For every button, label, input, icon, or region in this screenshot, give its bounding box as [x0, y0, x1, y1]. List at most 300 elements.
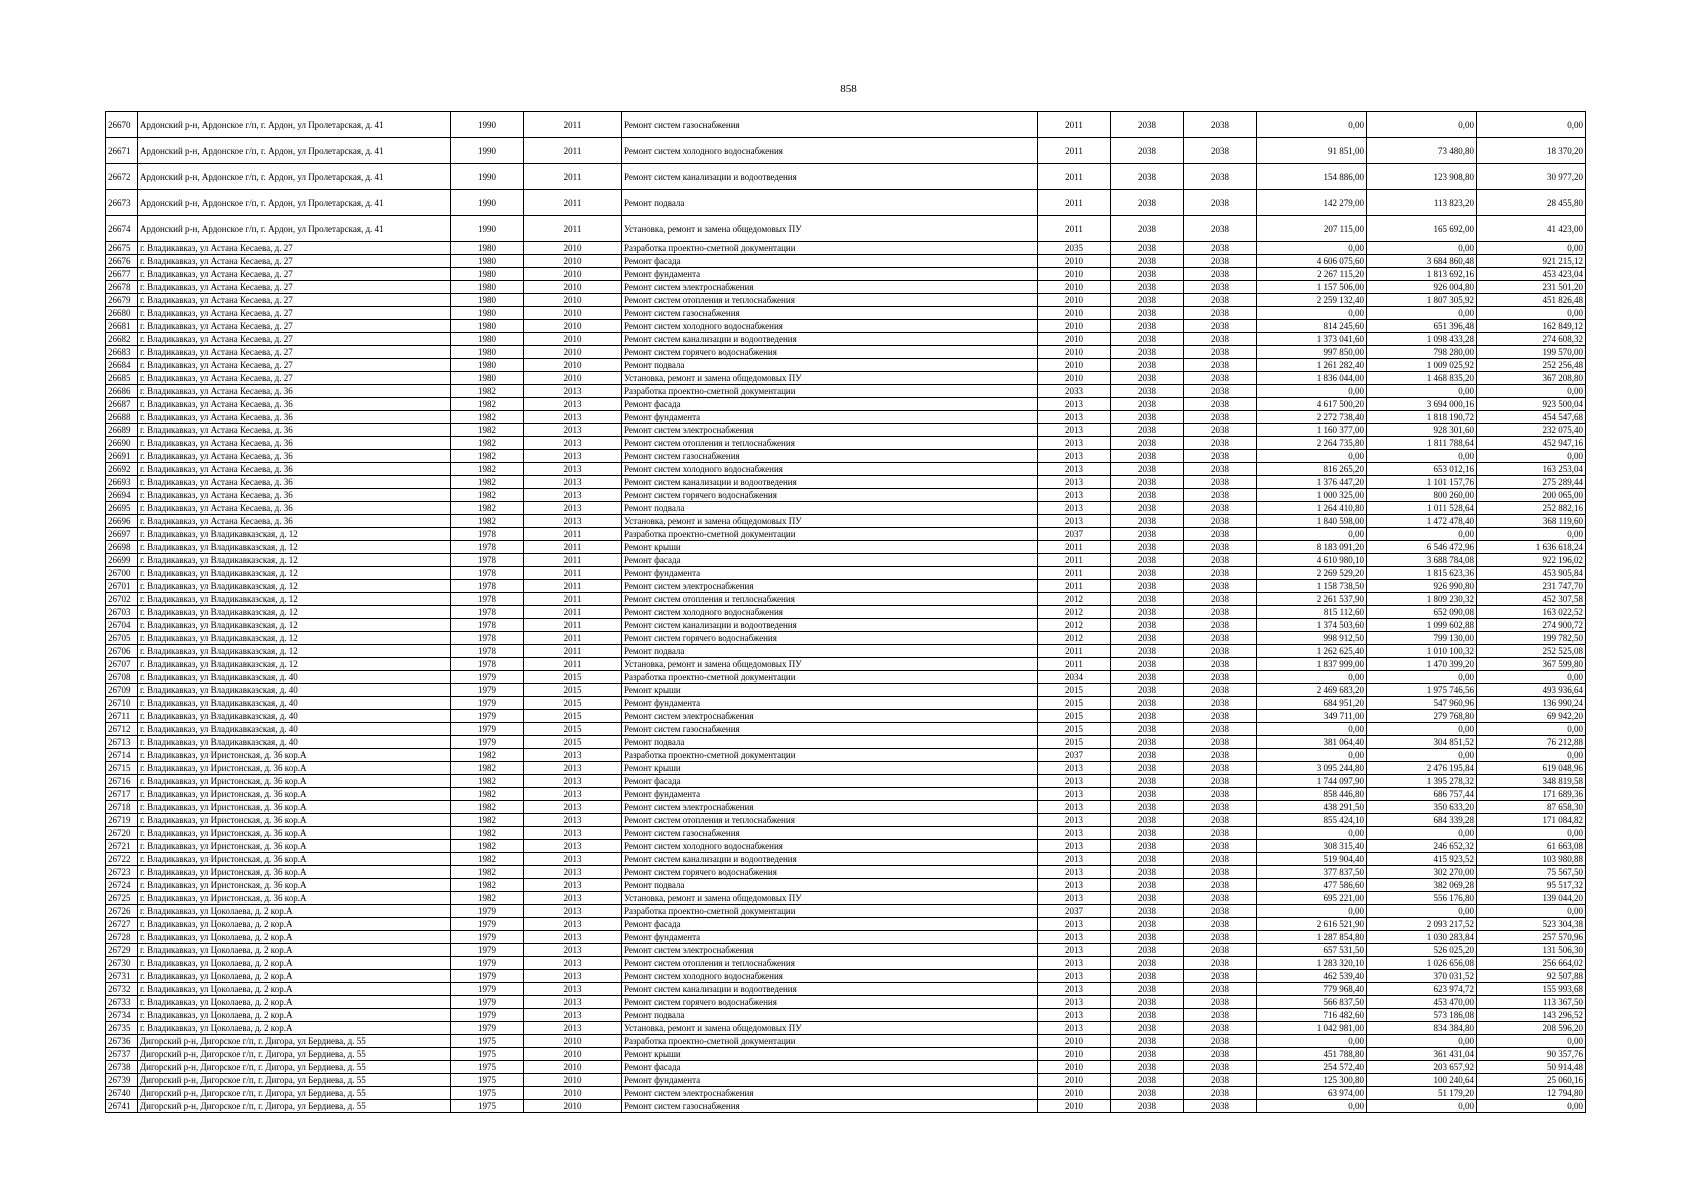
- address-cell: г. Владикавказ, ул Астана Кесаева, д. 36: [138, 424, 451, 437]
- plan-year-cell: 2013: [1038, 970, 1111, 983]
- build-year-cell: 1980: [451, 346, 524, 359]
- last-repair-year-cell: 2013: [524, 957, 622, 970]
- start-year-cell: 2038: [1111, 1022, 1184, 1035]
- row-number-cell: 26741: [106, 1100, 138, 1113]
- table-row: [106, 1074, 1586, 1087]
- last-repair-year-cell: 2013: [524, 853, 622, 866]
- table-row: [106, 944, 1586, 957]
- end-year-cell: 2038: [1184, 684, 1257, 697]
- owner-cost-cell: 0,00: [1477, 749, 1586, 762]
- owner-cost-cell: 452 947,16: [1477, 437, 1586, 450]
- build-year-cell: 1990: [451, 112, 524, 138]
- plan-year-cell: 2015: [1038, 723, 1111, 736]
- fund-cost-cell: 0,00: [1367, 1035, 1477, 1048]
- table-row: [106, 671, 1586, 684]
- end-year-cell: 2038: [1184, 814, 1257, 827]
- total-cost-cell: 8 183 091,20: [1257, 541, 1367, 554]
- row-number-cell: 26698: [106, 541, 138, 554]
- end-year-cell: 2038: [1184, 606, 1257, 619]
- address-cell: Дигорский р-н, Дигорское г/п, г. Дигора, ул Бердиева, д. 55: [138, 1061, 451, 1074]
- end-year-cell: 2038: [1184, 827, 1257, 840]
- owner-cost-cell: 256 664,02: [1477, 957, 1586, 970]
- plan-year-cell: 2033: [1038, 385, 1111, 398]
- table-row: [106, 1087, 1586, 1100]
- work-type-cell: Ремонт систем горячего водоснабжения: [622, 489, 1038, 502]
- work-type-cell: Разработка проектно-сметной документации: [622, 671, 1038, 684]
- row-number-cell: 26724: [106, 879, 138, 892]
- build-year-cell: 1979: [451, 983, 524, 996]
- last-repair-year-cell: 2013: [524, 1009, 622, 1022]
- end-year-cell: 2038: [1184, 853, 1257, 866]
- total-cost-cell: 657 531,50: [1257, 944, 1367, 957]
- build-year-cell: 1979: [451, 996, 524, 1009]
- fund-cost-cell: 1 818 190,72: [1367, 411, 1477, 424]
- table-row: [106, 255, 1586, 268]
- start-year-cell: 2038: [1111, 359, 1184, 372]
- work-type-cell: Ремонт подвала: [622, 645, 1038, 658]
- plan-year-cell: 2013: [1038, 866, 1111, 879]
- row-number-cell: 26707: [106, 658, 138, 671]
- start-year-cell: 2038: [1111, 749, 1184, 762]
- end-year-cell: 2038: [1184, 437, 1257, 450]
- end-year-cell: 2038: [1184, 255, 1257, 268]
- table-row: [106, 463, 1586, 476]
- start-year-cell: 2038: [1111, 1061, 1184, 1074]
- fund-cost-cell: 0,00: [1367, 242, 1477, 255]
- total-cost-cell: 63 974,00: [1257, 1087, 1367, 1100]
- table-row: [106, 294, 1586, 307]
- table-row: [106, 931, 1586, 944]
- last-repair-year-cell: 2013: [524, 931, 622, 944]
- end-year-cell: 2038: [1184, 593, 1257, 606]
- plan-year-cell: 2013: [1038, 515, 1111, 528]
- work-type-cell: Ремонт крыши: [622, 1048, 1038, 1061]
- total-cost-cell: 438 291,50: [1257, 801, 1367, 814]
- owner-cost-cell: 923 500,04: [1477, 398, 1586, 411]
- last-repair-year-cell: 2011: [524, 606, 622, 619]
- end-year-cell: 2038: [1184, 281, 1257, 294]
- plan-year-cell: 2011: [1038, 190, 1111, 216]
- row-number-cell: 26671: [106, 138, 138, 164]
- address-cell: г. Владикавказ, ул Владикавказская, д. 40: [138, 736, 451, 749]
- owner-cost-cell: 163 253,04: [1477, 463, 1586, 476]
- plan-year-cell: 2013: [1038, 775, 1111, 788]
- fund-cost-cell: 350 633,20: [1367, 801, 1477, 814]
- address-cell: г. Владикавказ, ул Владикавказская, д. 40: [138, 671, 451, 684]
- start-year-cell: 2038: [1111, 879, 1184, 892]
- fund-cost-cell: 382 069,28: [1367, 879, 1477, 892]
- address-cell: г. Владикавказ, ул Владикавказская, д. 12: [138, 658, 451, 671]
- work-type-cell: Ремонт систем газоснабжения: [622, 1100, 1038, 1113]
- build-year-cell: 1979: [451, 710, 524, 723]
- fund-cost-cell: 926 990,80: [1367, 580, 1477, 593]
- plan-year-cell: 2012: [1038, 606, 1111, 619]
- end-year-cell: 2038: [1184, 957, 1257, 970]
- fund-cost-cell: 100 240,64: [1367, 1074, 1477, 1087]
- owner-cost-cell: 451 826,48: [1477, 294, 1586, 307]
- row-number-cell: 26726: [106, 905, 138, 918]
- table-row: [106, 515, 1586, 528]
- total-cost-cell: 91 851,00: [1257, 138, 1367, 164]
- table-row: [106, 957, 1586, 970]
- address-cell: г. Владикавказ, ул Цоколаева, д. 2 кор.А: [138, 1009, 451, 1022]
- build-year-cell: 1982: [451, 801, 524, 814]
- owner-cost-cell: 619 048,96: [1477, 762, 1586, 775]
- start-year-cell: 2038: [1111, 775, 1184, 788]
- start-year-cell: 2038: [1111, 905, 1184, 918]
- address-cell: г. Владикавказ, ул Владикавказская, д. 12: [138, 528, 451, 541]
- plan-year-cell: 2011: [1038, 164, 1111, 190]
- plan-year-cell: 2034: [1038, 671, 1111, 684]
- plan-year-cell: 2010: [1038, 307, 1111, 320]
- end-year-cell: 2038: [1184, 723, 1257, 736]
- row-number-cell: 26735: [106, 1022, 138, 1035]
- end-year-cell: 2038: [1184, 697, 1257, 710]
- total-cost-cell: 462 539,40: [1257, 970, 1367, 983]
- last-repair-year-cell: 2013: [524, 463, 622, 476]
- table-row: [106, 580, 1586, 593]
- fund-cost-cell: 1 010 100,32: [1367, 645, 1477, 658]
- row-number-cell: 26693: [106, 476, 138, 489]
- start-year-cell: 2038: [1111, 1087, 1184, 1100]
- address-cell: г. Владикавказ, ул Владикавказская, д. 12: [138, 554, 451, 567]
- total-cost-cell: 0,00: [1257, 1035, 1367, 1048]
- total-cost-cell: 1 262 625,40: [1257, 645, 1367, 658]
- build-year-cell: 1979: [451, 944, 524, 957]
- address-cell: г. Владикавказ, ул Владикавказская, д. 12: [138, 645, 451, 658]
- last-repair-year-cell: 2011: [524, 138, 622, 164]
- end-year-cell: 2038: [1184, 1022, 1257, 1035]
- plan-year-cell: 2012: [1038, 593, 1111, 606]
- total-cost-cell: 4 617 500,20: [1257, 398, 1367, 411]
- last-repair-year-cell: 2013: [524, 827, 622, 840]
- work-type-cell: Ремонт фундамента: [622, 931, 1038, 944]
- fund-cost-cell: 1 011 528,64: [1367, 502, 1477, 515]
- work-type-cell: Разработка проектно-сметной документации: [622, 242, 1038, 255]
- start-year-cell: 2038: [1111, 983, 1184, 996]
- row-number-cell: 26712: [106, 723, 138, 736]
- end-year-cell: 2038: [1184, 645, 1257, 658]
- work-type-cell: Ремонт фасада: [622, 1061, 1038, 1074]
- owner-cost-cell: 1 636 618,24: [1477, 541, 1586, 554]
- address-cell: г. Владикавказ, ул Иристонская, д. 36 кор.А: [138, 801, 451, 814]
- fund-cost-cell: 279 768,80: [1367, 710, 1477, 723]
- total-cost-cell: 1 837 999,00: [1257, 658, 1367, 671]
- total-cost-cell: 142 279,00: [1257, 190, 1367, 216]
- total-cost-cell: 125 300,80: [1257, 1074, 1367, 1087]
- total-cost-cell: 349 711,00: [1257, 710, 1367, 723]
- plan-year-cell: 2013: [1038, 996, 1111, 1009]
- total-cost-cell: 254 572,40: [1257, 1061, 1367, 1074]
- build-year-cell: 1980: [451, 359, 524, 372]
- table-row: [106, 528, 1586, 541]
- work-type-cell: Ремонт систем электроснабжения: [622, 944, 1038, 957]
- total-cost-cell: 477 586,60: [1257, 879, 1367, 892]
- address-cell: г. Владикавказ, ул Владикавказская, д. 12: [138, 606, 451, 619]
- owner-cost-cell: 922 196,02: [1477, 554, 1586, 567]
- last-repair-year-cell: 2013: [524, 996, 622, 1009]
- fund-cost-cell: 2 093 217,52: [1367, 918, 1477, 931]
- fund-cost-cell: 0,00: [1367, 827, 1477, 840]
- last-repair-year-cell: 2010: [524, 1074, 622, 1087]
- work-type-cell: Ремонт фасада: [622, 918, 1038, 931]
- build-year-cell: 1982: [451, 411, 524, 424]
- row-number-cell: 26703: [106, 606, 138, 619]
- end-year-cell: 2038: [1184, 567, 1257, 580]
- last-repair-year-cell: 2010: [524, 242, 622, 255]
- owner-cost-cell: 252 525,08: [1477, 645, 1586, 658]
- start-year-cell: 2038: [1111, 1009, 1184, 1022]
- work-type-cell: Ремонт систем электроснабжения: [622, 281, 1038, 294]
- total-cost-cell: 0,00: [1257, 528, 1367, 541]
- address-cell: г. Владикавказ, ул Иристонская, д. 36 кор.А: [138, 788, 451, 801]
- last-repair-year-cell: 2013: [524, 424, 622, 437]
- work-type-cell: Ремонт подвала: [622, 190, 1038, 216]
- end-year-cell: 2038: [1184, 619, 1257, 632]
- row-number-cell: 26737: [106, 1048, 138, 1061]
- page-number: 858: [840, 83, 857, 95]
- last-repair-year-cell: 2013: [524, 983, 622, 996]
- owner-cost-cell: 0,00: [1477, 385, 1586, 398]
- address-cell: г. Владикавказ, ул Владикавказская, д. 40: [138, 697, 451, 710]
- start-year-cell: 2038: [1111, 372, 1184, 385]
- end-year-cell: 2038: [1184, 1035, 1257, 1048]
- total-cost-cell: 1 836 044,00: [1257, 372, 1367, 385]
- total-cost-cell: 684 951,20: [1257, 697, 1367, 710]
- plan-year-cell: 2013: [1038, 983, 1111, 996]
- fund-cost-cell: 0,00: [1367, 528, 1477, 541]
- owner-cost-cell: 348 819,58: [1477, 775, 1586, 788]
- row-number-cell: 26681: [106, 320, 138, 333]
- work-type-cell: Установка, ремонт и замена общедомовых ПУ: [622, 892, 1038, 905]
- fund-cost-cell: 573 186,08: [1367, 1009, 1477, 1022]
- fund-cost-cell: 370 031,52: [1367, 970, 1477, 983]
- work-type-cell: Ремонт фундамента: [622, 268, 1038, 281]
- build-year-cell: 1982: [451, 489, 524, 502]
- fund-cost-cell: 1 472 478,40: [1367, 515, 1477, 528]
- fund-cost-cell: 0,00: [1367, 671, 1477, 684]
- start-year-cell: 2038: [1111, 840, 1184, 853]
- owner-cost-cell: 113 367,50: [1477, 996, 1586, 1009]
- start-year-cell: 2038: [1111, 541, 1184, 554]
- work-type-cell: Установка, ремонт и замена общедомовых ПУ: [622, 216, 1038, 242]
- total-cost-cell: 1 374 503,60: [1257, 619, 1367, 632]
- start-year-cell: 2038: [1111, 788, 1184, 801]
- table-row: [106, 476, 1586, 489]
- plan-year-cell: 2010: [1038, 1074, 1111, 1087]
- end-year-cell: 2038: [1184, 398, 1257, 411]
- owner-cost-cell: 61 663,08: [1477, 840, 1586, 853]
- work-type-cell: Ремонт систем канализации и водоотведения: [622, 333, 1038, 346]
- row-number-cell: 26674: [106, 216, 138, 242]
- plan-year-cell: 2010: [1038, 320, 1111, 333]
- owner-cost-cell: 274 608,32: [1477, 333, 1586, 346]
- owner-cost-cell: 162 849,12: [1477, 320, 1586, 333]
- address-cell: г. Владикавказ, ул Астана Кесаева, д. 36: [138, 385, 451, 398]
- table-body: [106, 112, 1586, 1113]
- table-row: [106, 268, 1586, 281]
- owner-cost-cell: 367 599,80: [1477, 658, 1586, 671]
- address-cell: г. Владикавказ, ул Владикавказская, д. 12: [138, 593, 451, 606]
- work-type-cell: Ремонт фасада: [622, 775, 1038, 788]
- row-number-cell: 26695: [106, 502, 138, 515]
- table-row: [106, 645, 1586, 658]
- last-repair-year-cell: 2011: [524, 190, 622, 216]
- row-number-cell: 26673: [106, 190, 138, 216]
- start-year-cell: 2038: [1111, 619, 1184, 632]
- work-type-cell: Ремонт систем холодного водоснабжения: [622, 463, 1038, 476]
- table-row: [106, 346, 1586, 359]
- owner-cost-cell: 155 993,68: [1477, 983, 1586, 996]
- row-number-cell: 26675: [106, 242, 138, 255]
- table-row: [106, 138, 1586, 164]
- end-year-cell: 2038: [1184, 489, 1257, 502]
- row-number-cell: 26687: [106, 398, 138, 411]
- address-cell: г. Владикавказ, ул Астана Кесаева, д. 36: [138, 515, 451, 528]
- table-row: [106, 307, 1586, 320]
- end-year-cell: 2038: [1184, 164, 1257, 190]
- total-cost-cell: 779 968,40: [1257, 983, 1367, 996]
- table-row: [106, 788, 1586, 801]
- build-year-cell: 1982: [451, 775, 524, 788]
- owner-cost-cell: 274 900,72: [1477, 619, 1586, 632]
- plan-year-cell: 2011: [1038, 138, 1111, 164]
- fund-cost-cell: 0,00: [1367, 905, 1477, 918]
- fund-cost-cell: 0,00: [1367, 749, 1477, 762]
- plan-year-cell: 2010: [1038, 333, 1111, 346]
- address-cell: г. Владикавказ, ул Астана Кесаева, д. 36: [138, 437, 451, 450]
- total-cost-cell: 997 850,00: [1257, 346, 1367, 359]
- total-cost-cell: 1 261 282,40: [1257, 359, 1367, 372]
- owner-cost-cell: 25 060,16: [1477, 1074, 1586, 1087]
- plan-year-cell: 2011: [1038, 580, 1111, 593]
- fund-cost-cell: 1 026 656,08: [1367, 957, 1477, 970]
- total-cost-cell: 2 272 738,40: [1257, 411, 1367, 424]
- owner-cost-cell: 200 065,00: [1477, 489, 1586, 502]
- plan-year-cell: 2013: [1038, 424, 1111, 437]
- owner-cost-cell: 103 980,88: [1477, 853, 1586, 866]
- end-year-cell: 2038: [1184, 1100, 1257, 1113]
- start-year-cell: 2038: [1111, 723, 1184, 736]
- owner-cost-cell: 30 977,20: [1477, 164, 1586, 190]
- plan-year-cell: 2013: [1038, 489, 1111, 502]
- owner-cost-cell: 0,00: [1477, 307, 1586, 320]
- total-cost-cell: 0,00: [1257, 112, 1367, 138]
- last-repair-year-cell: 2013: [524, 749, 622, 762]
- total-cost-cell: 0,00: [1257, 307, 1367, 320]
- total-cost-cell: 381 064,40: [1257, 736, 1367, 749]
- fund-cost-cell: 653 012,16: [1367, 463, 1477, 476]
- last-repair-year-cell: 2015: [524, 697, 622, 710]
- row-number-cell: 26714: [106, 749, 138, 762]
- total-cost-cell: 3 095 244,80: [1257, 762, 1367, 775]
- owner-cost-cell: 92 507,88: [1477, 970, 1586, 983]
- start-year-cell: 2038: [1111, 645, 1184, 658]
- last-repair-year-cell: 2013: [524, 775, 622, 788]
- last-repair-year-cell: 2013: [524, 411, 622, 424]
- fund-cost-cell: 165 692,00: [1367, 216, 1477, 242]
- plan-year-cell: 2013: [1038, 450, 1111, 463]
- plan-year-cell: 2013: [1038, 502, 1111, 515]
- owner-cost-cell: 143 296,52: [1477, 1009, 1586, 1022]
- work-type-cell: Ремонт фундамента: [622, 1074, 1038, 1087]
- table-row: [106, 879, 1586, 892]
- start-year-cell: 2038: [1111, 801, 1184, 814]
- plan-year-cell: 2011: [1038, 112, 1111, 138]
- work-type-cell: Ремонт систем электроснабжения: [622, 710, 1038, 723]
- build-year-cell: 1979: [451, 736, 524, 749]
- address-cell: Дигорский р-н, Дигорское г/п, г. Дигора, ул Бердиева, д. 55: [138, 1074, 451, 1087]
- build-year-cell: 1982: [451, 476, 524, 489]
- end-year-cell: 2038: [1184, 385, 1257, 398]
- address-cell: г. Владикавказ, ул Иристонская, д. 36 кор.А: [138, 879, 451, 892]
- row-number-cell: 26734: [106, 1009, 138, 1022]
- start-year-cell: 2038: [1111, 294, 1184, 307]
- work-type-cell: Разработка проектно-сметной документации: [622, 1035, 1038, 1048]
- plan-year-cell: 2015: [1038, 736, 1111, 749]
- table-row: [106, 632, 1586, 645]
- fund-cost-cell: 798 280,00: [1367, 346, 1477, 359]
- address-cell: Дигорский р-н, Дигорское г/п, г. Дигора, ул Бердиева, д. 55: [138, 1100, 451, 1113]
- total-cost-cell: 816 265,20: [1257, 463, 1367, 476]
- work-type-cell: Установка, ремонт и замена общедомовых ПУ: [622, 515, 1038, 528]
- plan-year-cell: 2013: [1038, 957, 1111, 970]
- table-row: [106, 801, 1586, 814]
- total-cost-cell: 519 904,40: [1257, 853, 1367, 866]
- work-type-cell: Разработка проектно-сметной документации: [622, 905, 1038, 918]
- last-repair-year-cell: 2010: [524, 333, 622, 346]
- address-cell: Ардонский р-н, Ардонское г/п, г. Ардон, ул Пролетарская, д. 41: [138, 112, 451, 138]
- last-repair-year-cell: 2011: [524, 619, 622, 632]
- address-cell: г. Владикавказ, ул Астана Кесаева, д. 36: [138, 398, 451, 411]
- build-year-cell: 1980: [451, 294, 524, 307]
- row-number-cell: 26740: [106, 1087, 138, 1100]
- total-cost-cell: 998 912,50: [1257, 632, 1367, 645]
- last-repair-year-cell: 2015: [524, 736, 622, 749]
- build-year-cell: 1990: [451, 164, 524, 190]
- total-cost-cell: 2 259 132,40: [1257, 294, 1367, 307]
- owner-cost-cell: 0,00: [1477, 723, 1586, 736]
- end-year-cell: 2038: [1184, 892, 1257, 905]
- fund-cost-cell: 547 960,96: [1367, 697, 1477, 710]
- start-year-cell: 2038: [1111, 970, 1184, 983]
- build-year-cell: 1990: [451, 190, 524, 216]
- last-repair-year-cell: 2011: [524, 112, 622, 138]
- address-cell: г. Владикавказ, ул Владикавказская, д. 40: [138, 723, 451, 736]
- total-cost-cell: 1 160 377,00: [1257, 424, 1367, 437]
- build-year-cell: 1978: [451, 593, 524, 606]
- fund-cost-cell: 415 923,52: [1367, 853, 1477, 866]
- owner-cost-cell: 0,00: [1477, 1100, 1586, 1113]
- build-year-cell: 1979: [451, 918, 524, 931]
- total-cost-cell: 4 606 075,60: [1257, 255, 1367, 268]
- table-row: [106, 567, 1586, 580]
- build-year-cell: 1980: [451, 255, 524, 268]
- fund-cost-cell: 1 009 025,92: [1367, 359, 1477, 372]
- total-cost-cell: 695 221,00: [1257, 892, 1367, 905]
- table-row: [106, 1035, 1586, 1048]
- build-year-cell: 1975: [451, 1087, 524, 1100]
- work-type-cell: Ремонт систем отопления и теплоснабжения: [622, 437, 1038, 450]
- last-repair-year-cell: 2011: [524, 580, 622, 593]
- plan-year-cell: 2011: [1038, 541, 1111, 554]
- address-cell: г. Владикавказ, ул Цоколаева, д. 2 кор.А: [138, 1022, 451, 1035]
- build-year-cell: 1980: [451, 268, 524, 281]
- total-cost-cell: 2 264 735,80: [1257, 437, 1367, 450]
- last-repair-year-cell: 2010: [524, 1100, 622, 1113]
- end-year-cell: 2038: [1184, 359, 1257, 372]
- build-year-cell: 1978: [451, 606, 524, 619]
